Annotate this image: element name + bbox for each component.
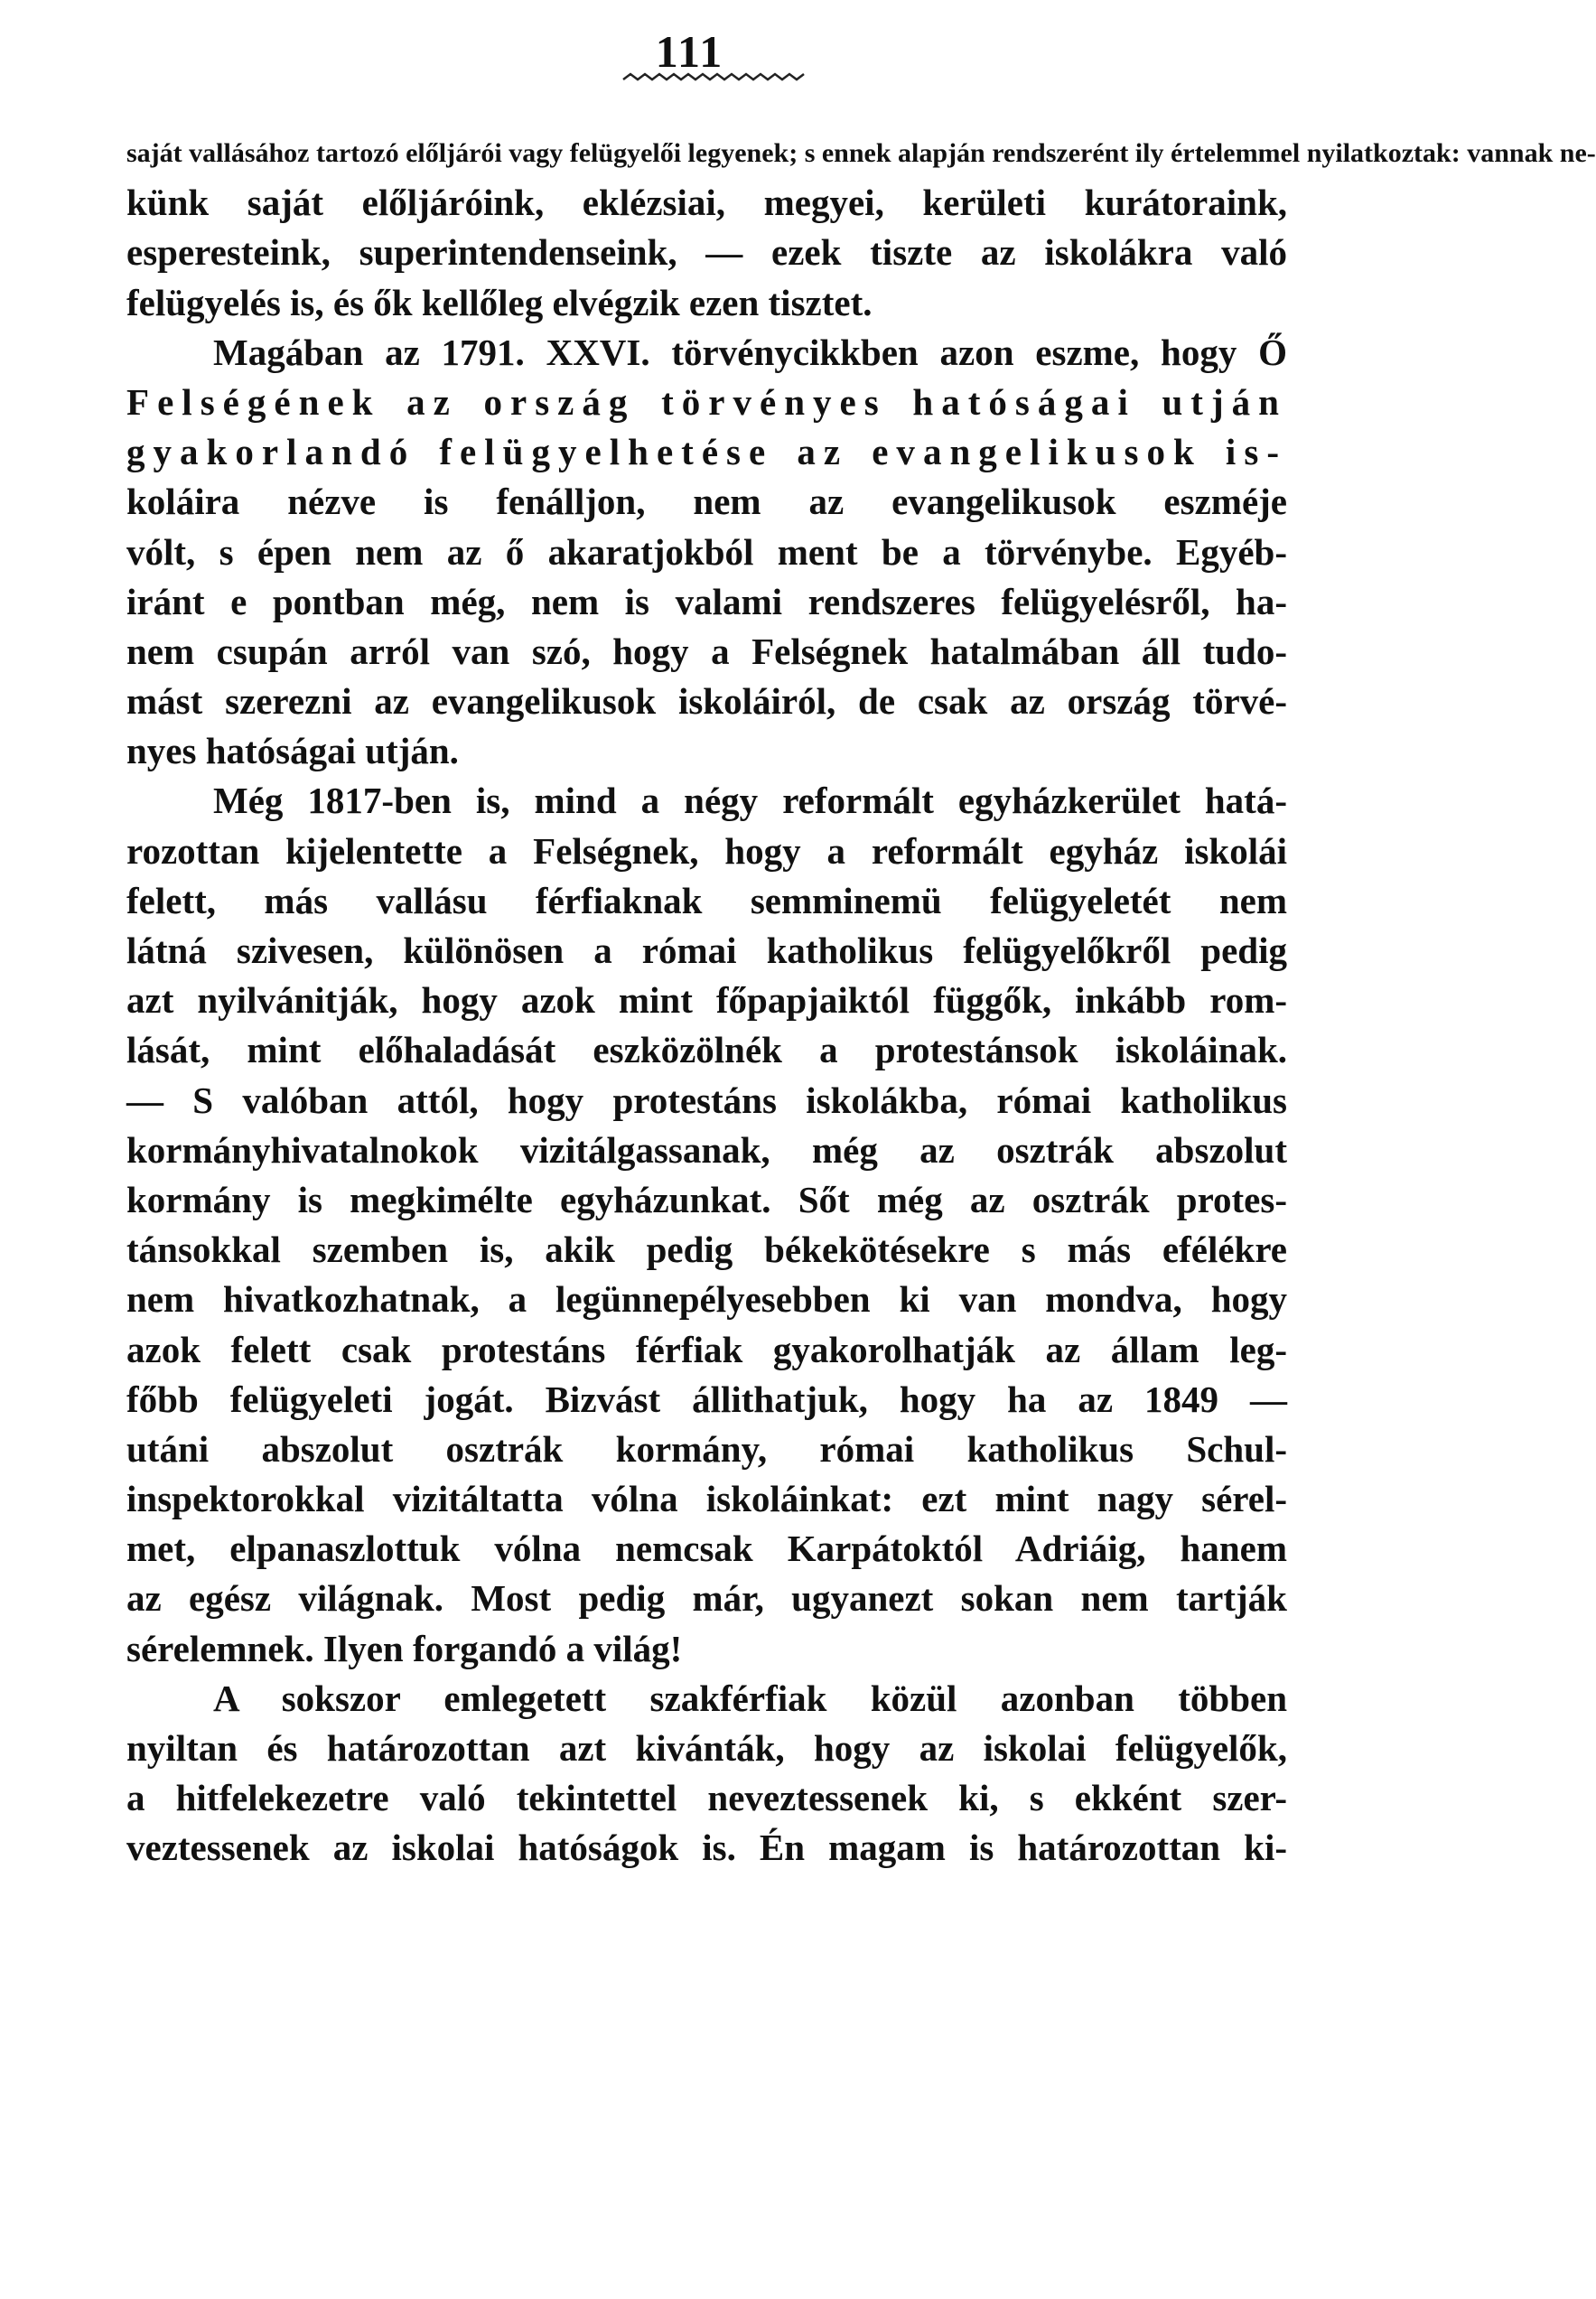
text-line: mást szerezni az evangelikusok iskoláiról, de csak az ország törvé-: [126, 680, 1287, 723]
text-line: felügyelés is, és ők kellőleg elvégzik ezen tisztet.: [126, 281, 873, 323]
text-line: veztessenek az iskolai hatóságok is. Én magam is határozottan ki-: [126, 1827, 1287, 1869]
text-line: a hitfelekezetre való tekintettel neveztessenek ki, s ekként szer-: [126, 1777, 1287, 1819]
text-line: koláira nézve is fenálljon, nem az evangelikusok eszméje: [126, 481, 1287, 523]
text-line: az egész világnak. Most pedig már, ugyanezt sokan nem tartják: [126, 1577, 1287, 1620]
page-number: 111: [655, 26, 724, 77]
text-line: lását, mint előhaladását eszközölnék a protestánsok iskoláinak.: [126, 1029, 1287, 1071]
text-line: iránt e pontban még, nem is valami rendszeres felügyelésről, ha-: [126, 580, 1287, 622]
text-line: főbb felügyeleti jogát. Bizvást állithatjuk, hogy ha az 1849 —: [126, 1378, 1287, 1420]
text-line: — S valóban attól, hogy protestáns iskolákba, római katholikus: [126, 1079, 1287, 1121]
body-text: [126, 128, 1596, 1874]
text-line: sérelemnek. Ilyen forgandó a világ!: [126, 1627, 683, 1669]
text-line: met, elpanaszlottuk vólna nemcsak Karpátoktól Adriáig, hanem: [126, 1528, 1287, 1570]
text-line: nem hivatkozhatnak, a legünnepélyesebben ki van mondva, hogy: [126, 1278, 1287, 1321]
text-line: nyiltan és határozottan azt kivánták, hogy az iskolai felügyelők,: [126, 1727, 1287, 1769]
text-line: felett, más vallásu férfiaknak semminemü felügyeletét nem: [126, 879, 1287, 921]
text-line: rozottan kijelentette a Felségnek, hogy a reformált egyház iskolái: [126, 829, 1287, 872]
text-line: nem csupán arról van szó, hogy a Felségnek hatalmában áll tudo-: [126, 630, 1287, 672]
text-line: utáni abszolut osztrák kormány, római katholikus Schul-: [126, 1427, 1287, 1470]
text-line: inspektorokkal vizitáltatta vólna iskoláinkat: ezt mint nagy sérel-: [126, 1478, 1287, 1520]
text-line: tánsokkal szemben is, akik pedig békekötésekre s más efélékre: [126, 1229, 1287, 1271]
text-line: A sokszor emlegetett szakférfiak közül azonban többen: [213, 1677, 1287, 1719]
text-line: Felségének az ország törvényes hatóságai utján: [126, 380, 1287, 423]
text-line: azt nyilvánitják, hogy azok mint főpapjaiktól függők, inkább rom-: [126, 979, 1287, 1022]
text-line: kormány is megkimélte egyházunkat. Sőt még az osztrák protes-: [126, 1178, 1287, 1220]
text-line: saját vallásához tartozó előljárói vagy felügyelői legyenek; s ennek alapján rendszerént ily értelemmel nyilatkoztak: vannak ne-: [126, 138, 1596, 168]
text-line: gyakorlandó felügyelhetése az evangelikusok is-: [126, 431, 1287, 473]
text-line: künk saját előljáróink, eklézsiai, megyei, kerületi kurátoraink,: [126, 182, 1287, 224]
text-line: vólt, s épen nem az ő akaratjokból ment be a törvénybe. Egyéb-: [126, 530, 1287, 573]
text-line: Még 1817-ben is, mind a négy reformált egyházkerület hatá-: [213, 780, 1287, 822]
text-line: kormányhivatalnokok vizitálgassanak, még az osztrák abszolut: [126, 1128, 1287, 1171]
text-line: látná szivesen, különösen a római katholikus felügyelőkről pedig: [126, 930, 1287, 971]
wavy-ornament: [623, 72, 804, 87]
text-line: esperesteink, superintendenseink, — ezek tiszte az iskolákra való: [126, 231, 1287, 274]
text-line: Magában az 1791. XXVI. törvénycikkben azon eszme, hogy Ő: [213, 331, 1287, 373]
text-line: nyes hatóságai utján.: [126, 730, 459, 772]
text-line: azok felett csak protestáns férfiak gyakorolhatják az állam leg-: [126, 1328, 1287, 1370]
